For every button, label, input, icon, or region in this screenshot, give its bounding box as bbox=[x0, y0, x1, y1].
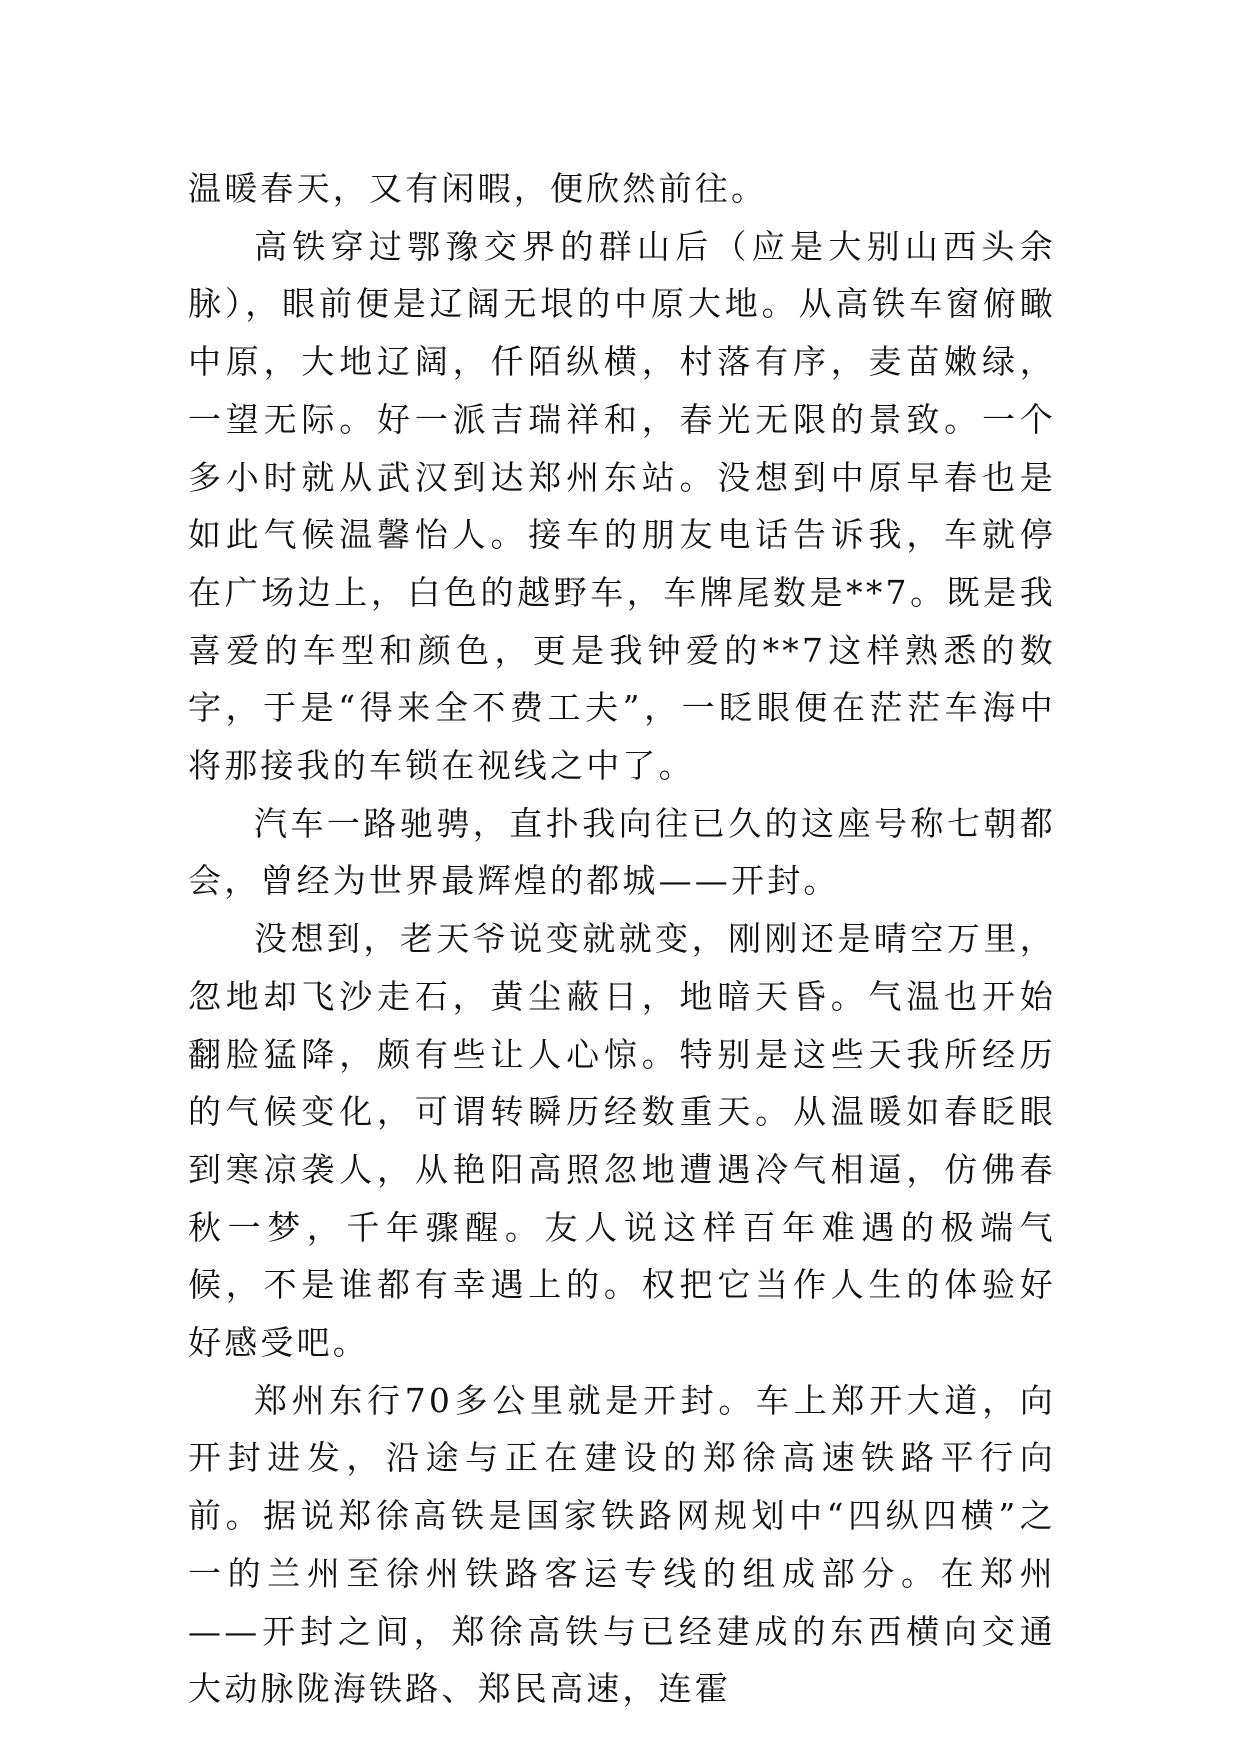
paragraph-zhengkai-avenue: 郑州东行70多公里就是开封。车上郑开大道，向开封进发，沿途与正在建设的郑徐高速铁路平行向前。据说郑徐高铁是国家铁路网规划中“四纵四横”之一的兰州至徐州铁路客运专线的组成部分。在郑州——开封之间，郑徐高铁与已经建成的东西横向交通大动脉陇海铁路、郑民高速，连霍 bbox=[188, 1380, 1056, 1709]
article-body bbox=[188, 160, 1056, 1718]
paragraph-high-speed-rail: 高铁穿过鄂豫交界的群山后（应是大别山西头余脉），眼前便是辽阔无垠的中原大地。从高铁车窗俯瞰中原，大地辽阔，仟陌纵横，村落有序，麦苗嫩绿，一望无际。好一派吉瑞祥和，春光无限的景致。一个多小时就从武汉到达郑州东站。没想到中原早春也是如此气候温馨怡人。接车的朋友电话告诉我，车就停在广场边上，白色的越野车，车牌尾数是**7。既是我喜爱的车型和颜色，更是我钟爱的**7这样熟悉的数字，于是“得来全不费工夫”，一眨眼便在茫茫车海中将那接我的车锁在视线之中了。 bbox=[188, 226, 1056, 786]
paragraph-continuation: 温暖春天，又有闲暇，便欣然前往。 bbox=[188, 169, 768, 208]
paragraph-weather-change: 没想到，老天爷说变就就变，刚刚还是晴空万里，忽地却飞沙走石，黄尘蔽日，地暗天昏。气温也开始翻脸猛降，颇有些让人心惊。特别是这些天我所经历的气候变化，可谓转瞬历经数重天。从温暖如春眨眼到寒凉袭人，从艳阳高照忽地遭遇冷气相逼，仿佛春秋一梦，千年骤醒。友人说这样百年难遇的极端气候，不是谁都有幸遇上的。权把它当作人生的体验好好感受吧。 bbox=[188, 919, 1056, 1363]
paragraph-drive-to-kaifeng: 汽车一路驰骋，直扑我向往已久的这座号称七朝都会，曾经为世界最辉煌的都城——开封。 bbox=[188, 803, 1056, 901]
